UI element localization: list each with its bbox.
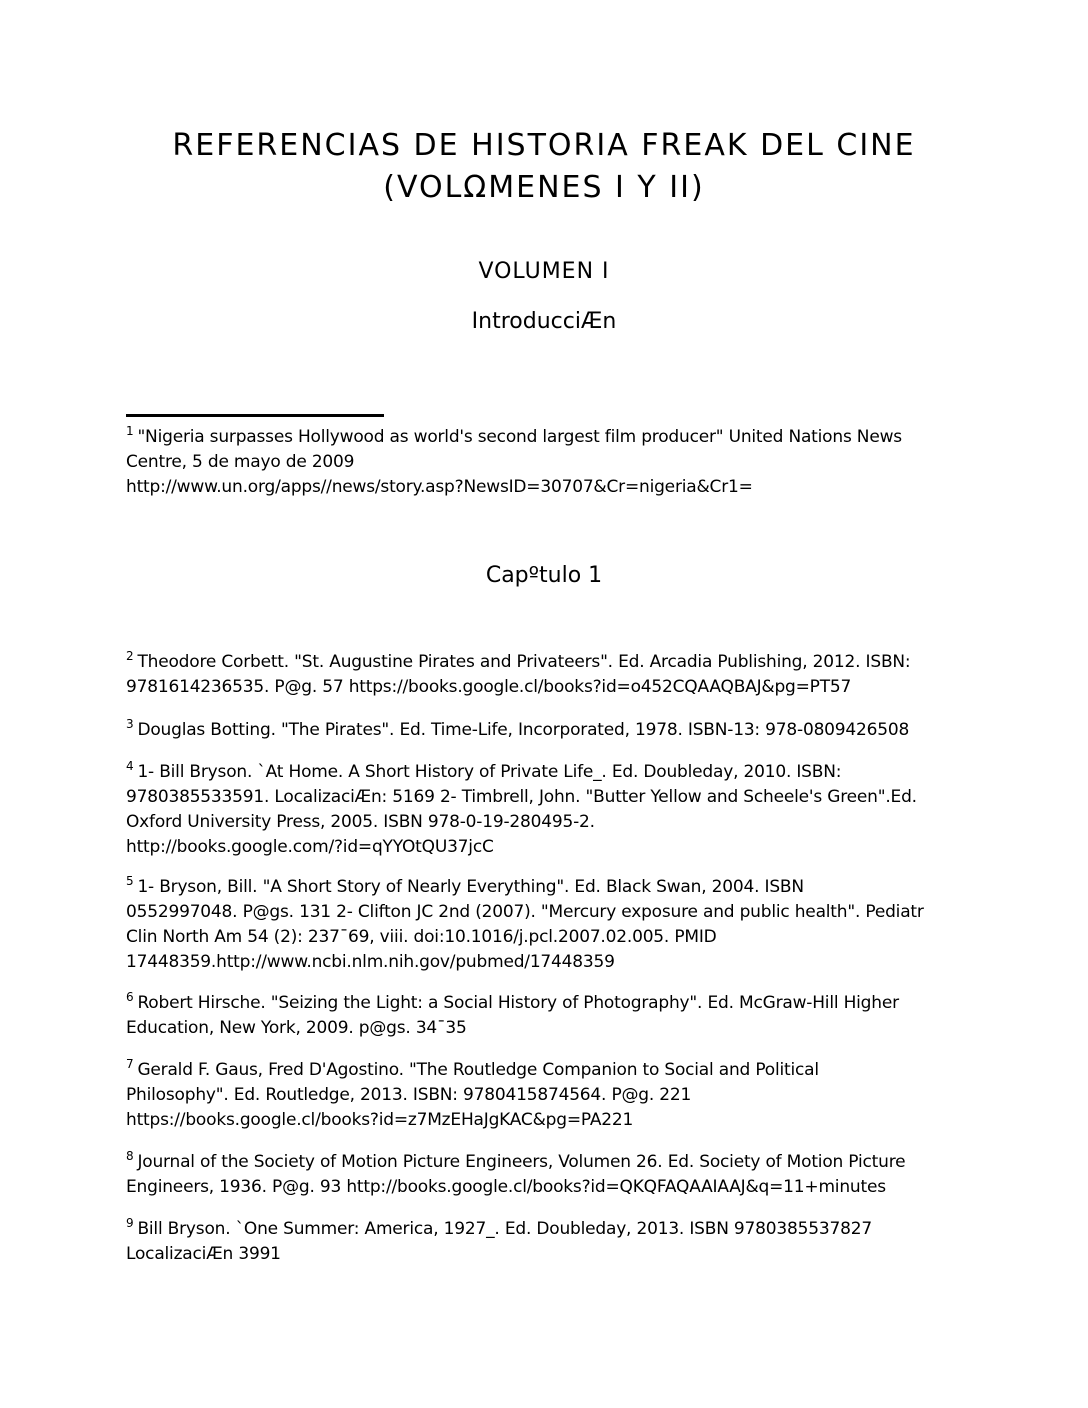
footnote-text-line: 1- Bill Bryson. `At Home. A Short History of Private Life_. Ed. Doubleday, 2010. ISBN: [137,762,842,782]
footnote-text-line: Gerald F. Gaus, Fred D'Agostino. "The Routledge Companion to Social and Political [137,1060,819,1080]
introduction-heading: IntroducciÆn [471,309,617,334]
footnote-separator [126,414,384,417]
footnote-text-line: Douglas Botting. "The Pirates". Ed. Time-Life, Incorporated, 1978. ISBN-13: 978-0809426508 [137,720,910,740]
footnote-number: 8 [126,1149,134,1163]
footnote-6 [126,991,966,1041]
footnote-text-line: Oxford University Press, 2005. ISBN 978-0-19-280495-2. [126,812,595,832]
footnote-text-line: 0552997048. P@gs. 131 2- Clifton JC 2nd (2007). "Mercury exposure and public health". Pediatr [126,902,924,922]
footnote-number: 1 [126,424,134,438]
footnote-text-line: Robert Hirsche. "Seizing the Light: a Social History of Photography". Ed. McGraw-Hill Higher [137,993,899,1013]
footnote-link[interactable]: http://www.un.org/apps//news/story.asp?NewsID=30707&Cr=nigeria&Cr1= [126,477,753,497]
footnote-7 [126,1058,966,1133]
footnote-text-line: 9781614236535. P@g. 57 https://books.google.cl/books?id=o452CQAAQBAJ&pg=PT57 [126,677,852,697]
footnote-link[interactable]: 17448359.http://www.ncbi.nlm.nih.gov/pubmed/17448359 [126,952,615,972]
footnote-text-line: LocalizaciÆn 3991 [126,1244,281,1264]
footnote-number: 3 [126,717,134,731]
footnote-number: 2 [126,649,134,663]
footnote-text-line: 9780385533591. LocalizaciÆn: 5169 2- Timbrell, John. "Butter Yellow and Scheele's Green".Ed. [126,787,917,807]
footnote-5 [126,875,966,975]
footnote-text-line: Education, New York, 2009. p@gs. 34¯35 [126,1018,467,1038]
footnote-text-line: Centre, 5 de mayo de 2009 [126,452,355,472]
footnote-text-line: "Nigeria surpasses Hollywood as world's second largest film producer" United Nations News [137,427,902,447]
footnote-text-line: Journal of the Society of Motion Picture Engineers, Volumen 26. Ed. Society of Motion Picture [137,1152,906,1172]
footnote-2 [126,650,966,700]
footnote-number: 4 [126,759,134,773]
footnote-1 [126,425,966,500]
footnote-3 [126,718,966,743]
footnote-text-line: Philosophy". Ed. Routledge, 2013. ISBN: 9780415874564. P@g. 221 [126,1085,692,1105]
footnote-text-line: Clin North Am 54 (2): 237¯69, viii. doi:10.1016/j.pcl.2007.02.005. PMID [126,927,717,947]
footnote-text-line: Bill Bryson. `One Summer: America, 1927_. Ed. Doubleday, 2013. ISBN 9780385537827 [137,1219,872,1239]
footnote-9 [126,1217,966,1267]
footnote-number: 6 [126,990,134,1004]
footnote-text-line: Theodore Corbett. "St. Augustine Pirates and Privateers". Ed. Arcadia Publishing, 2012. ISBN: [137,652,911,672]
footnote-text-line: 1- Bryson, Bill. "A Short Story of Nearly Everything". Ed. Black Swan, 2004. ISBN [137,877,804,897]
footnote-number: 5 [126,874,134,888]
footnote-link[interactable]: http://books.google.com/?id=qYYOtQU37jcC [126,837,494,857]
chapter-heading: Capºtulo 1 [485,563,603,588]
document-title-line-2: (VOLΩMENES I Y II) [383,170,705,205]
footnote-number: 7 [126,1057,134,1071]
footnote-number: 9 [126,1216,134,1230]
volume-heading: VOLUMEN I [478,259,610,284]
footnote-4 [126,760,966,860]
footnote-8 [126,1150,966,1200]
footnote-text-line: Engineers, 1936. P@g. 93 http://books.google.cl/books?id=QKQFAQAAIAAJ&q=11+minutes [126,1177,886,1197]
document-title-line-1: REFERENCIAS DE HISTORIA FREAK DEL CINE [172,128,916,163]
footnote-link[interactable]: https://books.google.cl/books?id=z7MzEHaJgKAC&pg=PA221 [126,1110,634,1130]
